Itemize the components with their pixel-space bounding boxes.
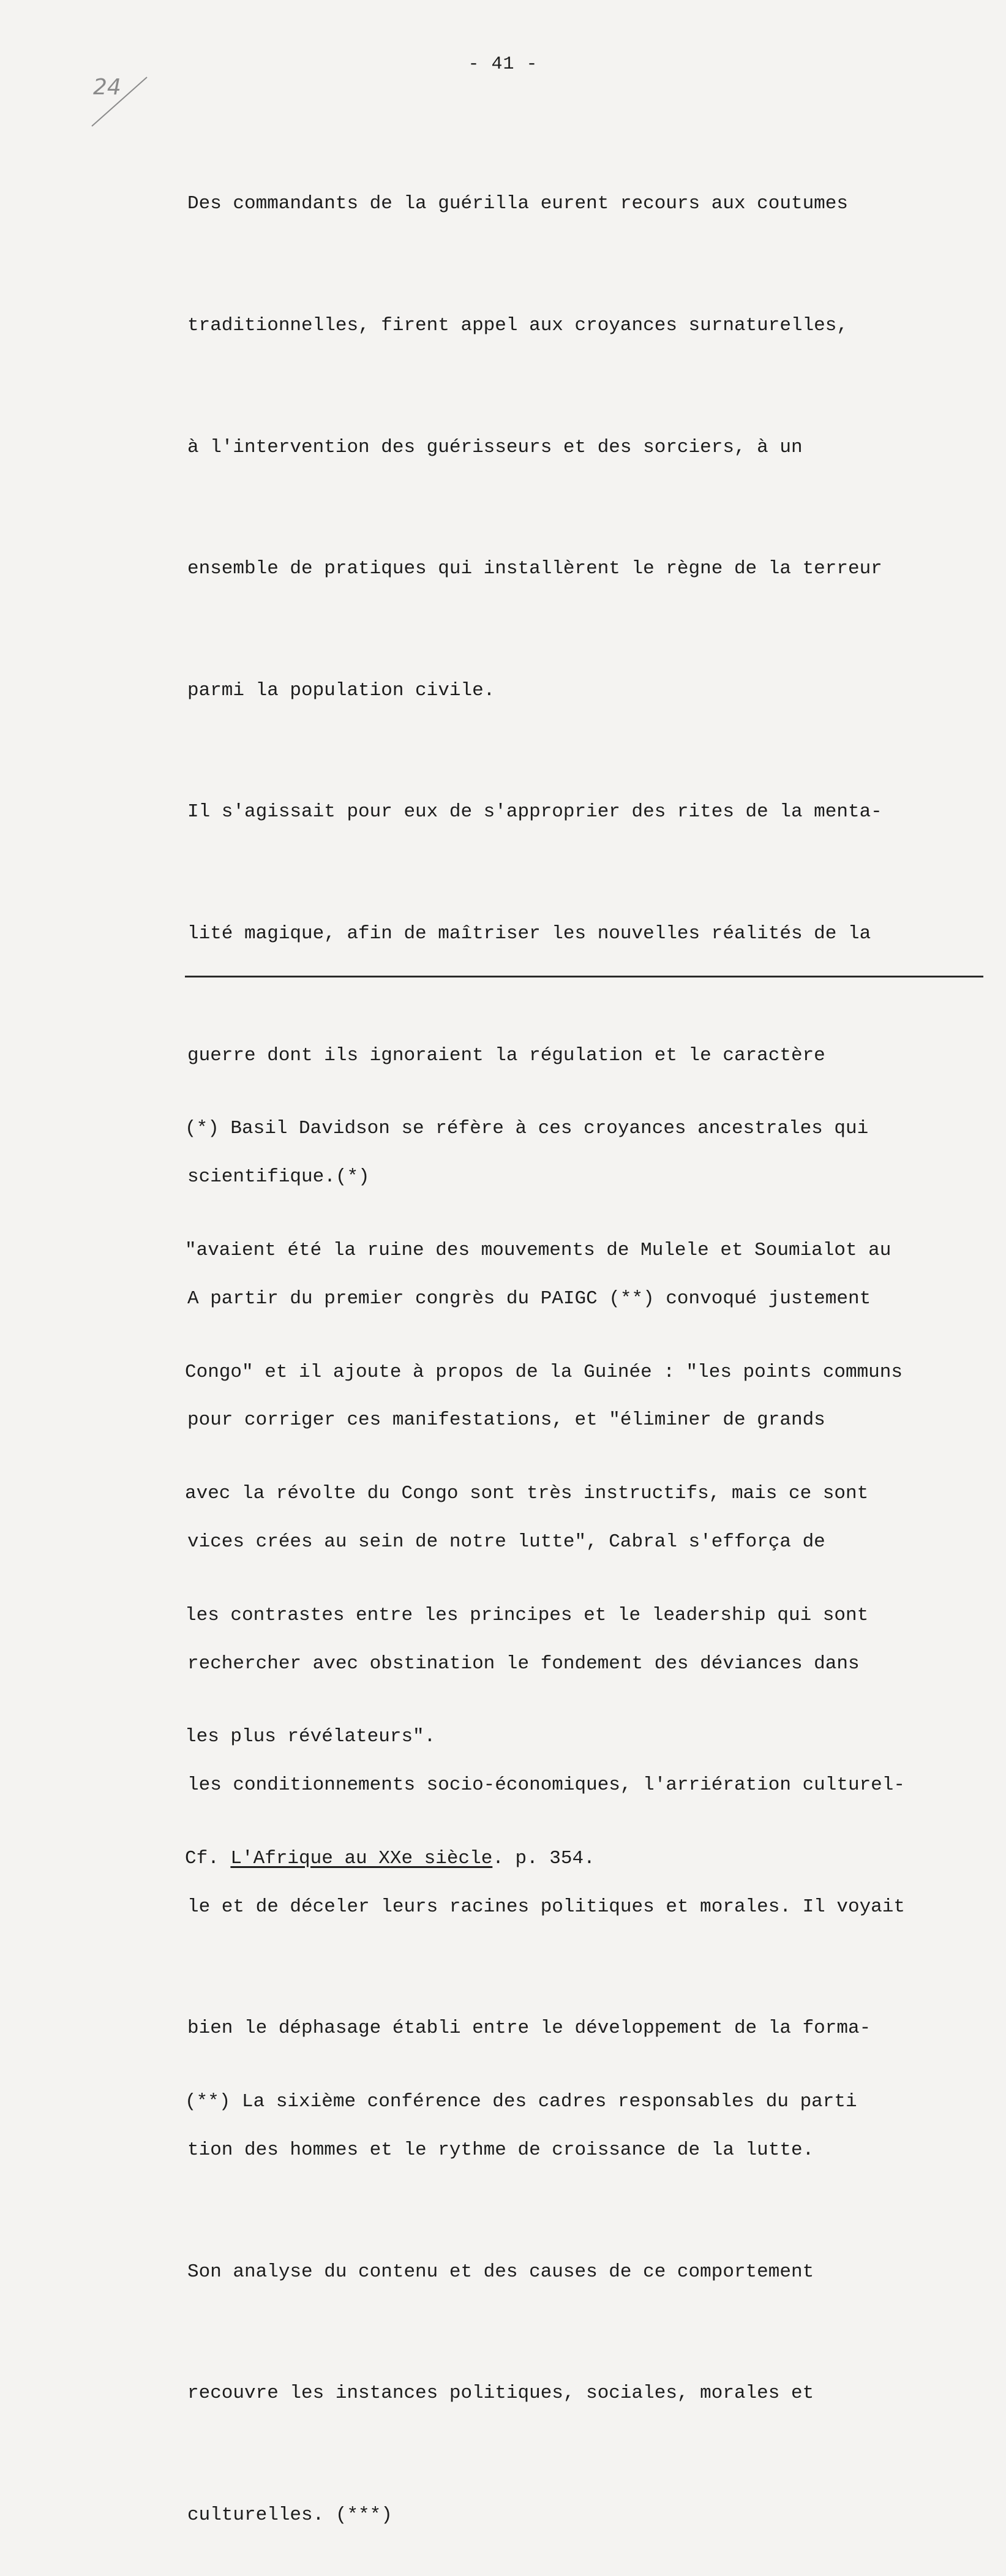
body-line: bien le déphasage établi entre le développement de la forma- (187, 2017, 871, 2039)
body-line: scientifique.(*) (187, 1166, 370, 1188)
footnote-separator (185, 976, 983, 977)
body-line: pour corriger ces manifestations, et "éliminer de grands (187, 1409, 825, 1431)
body-line: recouvre les instances politiques, sociales, morales et (187, 2382, 814, 2405)
body-line: A partir du premier congrès du PAIGC (**) convoqué justement (187, 1287, 871, 1309)
body-line: ensemble de pratiques qui installèrent le règne de la terreur (187, 558, 882, 580)
body-line: rechercher avec obstination le fondement des déviances dans (187, 1652, 860, 1674)
footnote-line: les contrastes entre les principes et le leadership qui sont (185, 1604, 869, 1626)
body-line: à l'intervention des guérisseurs et des sorciers, à un (187, 436, 803, 458)
footnote-line: avec la révolte du Congo sont très instructifs, mais ce sont (185, 1483, 869, 1505)
footnote-citation (185, 1839, 981, 1879)
citation-prefix: Cf. (185, 1847, 231, 1869)
footnote-line: "avaient été la ruine des mouvements de Mulele et Soumialot au (185, 1240, 892, 1261)
body-line: culturelles. (***) (187, 2504, 392, 2526)
footnote-line: (**) La sixième conférence des cadres responsables du parti (185, 2091, 857, 2113)
footnote-line: (*) Basil Davidson se réfère à ces croyances ancestrales qui (185, 1118, 869, 1140)
body-line: les conditionnements socio-économiques, l'arriération culturel- (187, 1774, 905, 1796)
margin-annotation-number: 24 (93, 75, 121, 100)
body-line: vices crées au sein de notre lutte", Cabral s'efforça de (187, 1531, 825, 1553)
body-line: parmi la population civile. (187, 679, 495, 701)
citation-suffix: . p. 354. (492, 1847, 595, 1869)
body-line: Son analyse du contenu et des causes de ce comportement (187, 2261, 814, 2283)
body-line: guerre dont ils ignoraient la régulation et le caractère (187, 1044, 825, 1066)
body-line: tion des hommes et le rythme de croissance de la lutte. (187, 2139, 814, 2161)
page-number: - 41 - (468, 54, 538, 75)
body-line: le et de déceler leurs racines politiques et morales. Il voyait (187, 1896, 905, 1918)
body-line: lité magique, afin de maîtriser les nouvelles réalités de la (187, 922, 871, 944)
footnote-line: les plus révélateurs". (185, 1726, 436, 1748)
citation-title: L'Afrique au XXe siècle (230, 1847, 493, 1869)
footnote-line: Congo" et il ajoute à propos de la Guinée : "les points communs (185, 1361, 903, 1383)
footnotes (185, 1028, 981, 2163)
body-line: traditionnelles, firent appel aux croyances surnaturelles, (187, 315, 848, 336)
footnote-gap (185, 1960, 981, 2001)
margin-annotation (91, 75, 152, 130)
body-line: Des commandants de la guérilla eurent recours aux coutumes (187, 193, 848, 215)
body-line: Il s'agissait pour eux de s'approprier des rites de la menta- (187, 801, 882, 823)
margin-annotation-slash (91, 75, 152, 130)
